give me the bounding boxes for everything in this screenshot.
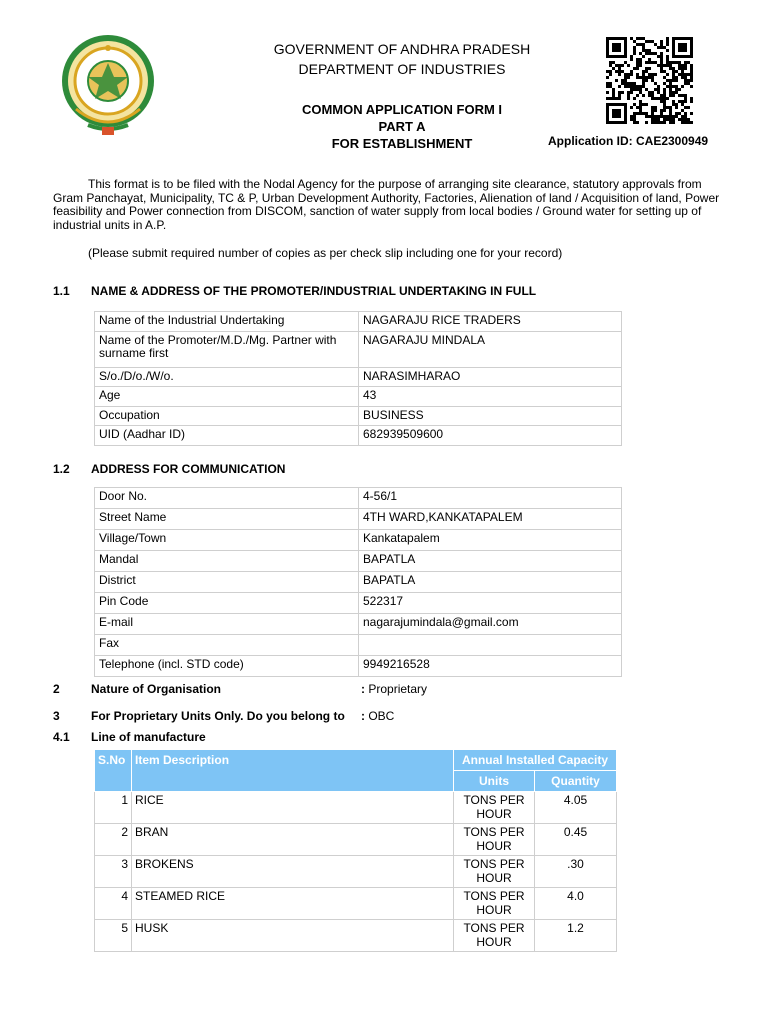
item-description: HUSK: [132, 920, 454, 952]
field-value: 9949216528: [359, 656, 622, 677]
item-units: TONS PER HOUR: [454, 888, 535, 920]
table-row: [95, 331, 622, 367]
item-sno: 2: [95, 824, 132, 856]
field-label: Fax: [95, 635, 359, 656]
field-label: E-mail: [95, 614, 359, 635]
field-value: NARASIMHARAO: [359, 367, 622, 387]
form-part: PART A: [378, 119, 426, 134]
table-row: [95, 387, 622, 407]
table-row: [95, 635, 622, 656]
field-label: UID (Aadhar ID): [95, 426, 359, 446]
address-table: [94, 487, 622, 677]
table-row: [95, 856, 617, 888]
section-number: 3: [53, 709, 60, 723]
table-row: [95, 367, 622, 387]
table-row: [95, 312, 622, 332]
nature-of-organisation-value-wrap: : Proprietary: [361, 682, 428, 696]
field-value: Kankatapalem: [359, 530, 622, 551]
section-number: 1.1: [53, 284, 70, 298]
government-name: GOVERNMENT OF ANDHRA PRADESH: [273, 41, 531, 57]
item-description: BROKENS: [132, 856, 454, 888]
proprietary-category-value: OBC: [368, 709, 395, 723]
item-quantity: 4.0: [535, 888, 617, 920]
table-row: [95, 488, 622, 509]
field-value: [359, 635, 622, 656]
table-row: [95, 656, 622, 677]
section-number: 4.1: [53, 730, 70, 744]
table-row: [95, 509, 622, 530]
item-units: TONS PER HOUR: [454, 920, 535, 952]
quantity-header: Quantity: [535, 771, 617, 792]
section-number: 1.2: [53, 462, 70, 476]
section-2-row: [53, 682, 653, 698]
form-title: COMMON APPLICATION FORM I: [301, 102, 503, 117]
field-label: Street Name: [95, 509, 359, 530]
annual-capacity-header: Annual Installed Capacity: [454, 750, 617, 771]
field-label: Age: [95, 387, 359, 407]
item-description: STEAMED RICE: [132, 888, 454, 920]
field-label: Name of the Promoter/M.D./Mg. Partner with surname first: [95, 331, 359, 367]
field-label: Village/Town: [95, 530, 359, 551]
field-label: Mandal: [95, 551, 359, 572]
table-row: [95, 614, 622, 635]
ap-government-seal: [58, 33, 158, 141]
units-header: Units: [454, 771, 535, 792]
field-value: 522317: [359, 593, 622, 614]
intro-paragraph: This format is to be filed with the Nodal Agency for the purpose of arranging site clearance, statutory approvals from Gram Panchayat, Municipality, TC & P, Urban Development Authority, Factories, Alienation of land / Acquisition of land, Power feasibility and Power connection from DISCOM, sanction of water supply from local bodies / Ground water for setting up of industrial units in A.P.: [53, 177, 720, 232]
section-number: 2: [53, 682, 60, 696]
table-row: [95, 406, 622, 426]
table-row: [95, 593, 622, 614]
item-description: BRAN: [132, 824, 454, 856]
item-units: TONS PER HOUR: [454, 824, 535, 856]
field-value: NAGARAJU MINDALA: [359, 331, 622, 367]
field-value: 4-56/1: [359, 488, 622, 509]
item-units: TONS PER HOUR: [454, 856, 535, 888]
field-value: BAPATLA: [359, 551, 622, 572]
item-quantity: 0.45: [535, 824, 617, 856]
intro-text: [53, 178, 725, 232]
qr-code: [606, 37, 696, 125]
sno-header: S.No: [95, 750, 132, 792]
nature-of-organisation-value: Proprietary: [368, 682, 428, 696]
table-row: [95, 426, 622, 446]
proprietary-category-value-wrap: : OBC: [361, 709, 395, 723]
field-value: 682939509600: [359, 426, 622, 446]
proprietary-category-label: For Proprietary Units Only. Do you belong to: [91, 709, 345, 723]
item-description: RICE: [132, 792, 454, 824]
item-sno: 5: [95, 920, 132, 952]
section-title: Line of manufacture: [91, 730, 206, 744]
section-4-1-heading: [53, 730, 653, 746]
section-title: ADDRESS FOR COMMUNICATION: [91, 462, 286, 476]
field-label: Occupation: [95, 406, 359, 426]
field-label: Telephone (incl. STD code): [95, 656, 359, 677]
table-row: [95, 572, 622, 593]
item-units: TONS PER HOUR: [454, 792, 535, 824]
form-heading: [200, 101, 604, 152]
field-label: District: [95, 572, 359, 593]
submission-note: (Please submit required number of copies as per check slip including one for your record): [88, 246, 563, 260]
field-value: NAGARAJU RICE TRADERS: [359, 312, 622, 332]
item-sno: 1: [95, 792, 132, 824]
form-purpose: FOR ESTABLISHMENT: [331, 136, 473, 151]
item-quantity: 4.05: [535, 792, 617, 824]
field-value: BUSINESS: [359, 406, 622, 426]
field-value: 43: [359, 387, 622, 407]
field-value: BAPATLA: [359, 572, 622, 593]
government-heading: [200, 39, 604, 79]
section-3-row: [53, 709, 653, 725]
field-label: S/o./D/o./W/o.: [95, 367, 359, 387]
item-sno: 4: [95, 888, 132, 920]
line-of-manufacture-table: [94, 749, 617, 952]
table-row: [95, 888, 617, 920]
item-quantity: .30: [535, 856, 617, 888]
section-1-1-heading: [53, 284, 653, 300]
item-sno: 3: [95, 856, 132, 888]
field-label: Door No.: [95, 488, 359, 509]
section-1-2-heading: [53, 462, 653, 478]
table-row: [95, 551, 622, 572]
field-value: 4TH WARD,KANKATAPALEM: [359, 509, 622, 530]
section-title: NAME & ADDRESS OF THE PROMOTER/INDUSTRIAL UNDERTAKING IN FULL: [91, 284, 537, 298]
table-row: [95, 530, 622, 551]
item-description-header: Item Description: [132, 750, 454, 792]
promoter-table: [94, 311, 622, 446]
field-label: Pin Code: [95, 593, 359, 614]
nature-of-organisation-label: Nature of Organisation: [91, 682, 222, 696]
field-value: nagarajumindala@gmail.com: [359, 614, 622, 635]
table-row: [95, 792, 617, 824]
item-quantity: 1.2: [535, 920, 617, 952]
table-row: [95, 824, 617, 856]
application-id: Application ID: CAE2300949: [548, 134, 709, 148]
field-label: Name of the Industrial Undertaking: [95, 312, 359, 332]
department-name: DEPARTMENT OF INDUSTRIES: [298, 61, 506, 77]
table-row: [95, 920, 617, 952]
